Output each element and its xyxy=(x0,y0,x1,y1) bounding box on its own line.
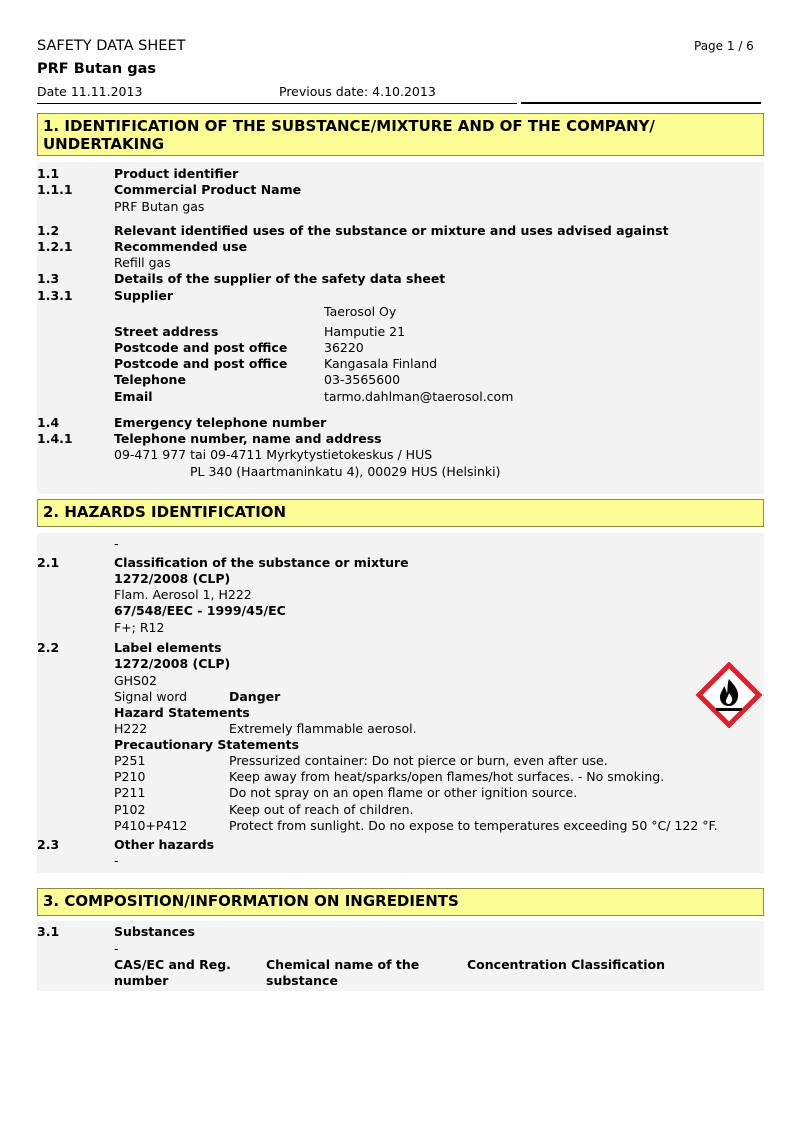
postoffice-value: Kangasala Finland xyxy=(324,356,438,371)
num-1-4: 1.4 xyxy=(37,415,60,430)
precaution-text: Keep out of reach of children. xyxy=(229,802,414,817)
telephone-value: 03-3565600 xyxy=(324,372,401,387)
label-product-identifier: Product identifier xyxy=(114,166,239,181)
label-supplier: Supplier xyxy=(114,288,174,303)
column-cas-header-line2: number xyxy=(114,973,169,988)
eec-value: F+; R12 xyxy=(114,620,165,635)
precaution-code: P410+P412 xyxy=(114,818,188,833)
recommended-use-value: Refill gas xyxy=(114,255,171,270)
label-classification: Classification of the substance or mixture xyxy=(114,555,409,570)
commercial-name-value: PRF Butan gas xyxy=(114,199,205,214)
num-1-4-1: 1.4.1 xyxy=(37,431,73,446)
label-eec: 67/548/EEC - 1999/45/EC xyxy=(114,603,286,618)
num-1-3: 1.3 xyxy=(37,271,60,286)
label-label-elements: Label elements xyxy=(114,640,222,655)
num-1-2-1: 1.2.1 xyxy=(37,239,73,254)
product-title: PRF Butan gas xyxy=(37,61,157,77)
label-postoffice: Postcode and post office xyxy=(114,356,288,371)
label-signal-word: Signal word xyxy=(114,689,188,704)
num-1-3-1: 1.3.1 xyxy=(37,288,73,303)
num-1-1: 1.1 xyxy=(37,166,60,181)
precaution-code: P211 xyxy=(114,785,146,800)
email-value: tarmo.dahlman@taerosol.com xyxy=(324,389,514,404)
precaution-code: P102 xyxy=(114,802,146,817)
page-number: Page 1 / 6 xyxy=(694,39,754,53)
flame-pictogram-icon xyxy=(696,662,762,728)
num-1-1-1: 1.1.1 xyxy=(37,182,73,197)
precaution-text: Pressurized container: Do not pierce or burn, even after use. xyxy=(229,753,608,768)
num-2-2: 2.2 xyxy=(37,640,60,655)
hazard-text: Extremely flammable aerosol. xyxy=(229,721,417,736)
column-concentration-header: Concentration Classification xyxy=(467,957,666,972)
clp-value: Flam. Aerosol 1, H222 xyxy=(114,587,252,602)
header-rule xyxy=(37,103,517,104)
label-emergency-phone: Emergency telephone number xyxy=(114,415,327,430)
column-chemical-name-header: Chemical name of the xyxy=(266,957,420,972)
label-street: Street address xyxy=(114,324,219,339)
document-type: SAFETY DATA SHEET xyxy=(37,38,186,54)
section-2-heading: 2. HAZARDS IDENTIFICATION xyxy=(37,499,764,527)
num-3-1: 3.1 xyxy=(37,924,60,939)
label-identified-uses: Relevant identified uses of the substance or mixture and uses advised against xyxy=(114,223,669,238)
label-substances: Substances xyxy=(114,924,195,939)
supplier-company: Taerosol Oy xyxy=(324,304,397,319)
label-phone-name-address: Telephone number, name and address xyxy=(114,431,382,446)
label-clp: 1272/2008 (CLP) xyxy=(114,571,231,586)
label-email: Email xyxy=(114,389,153,404)
label-hazard-statements: Hazard Statements xyxy=(114,705,250,720)
header-rule-right xyxy=(521,102,761,104)
precaution-text: Keep away from heat/sparks/open flames/hot surfaces. - No smoking. xyxy=(229,769,665,784)
other-hazards-value: - xyxy=(114,853,119,868)
substances-dash: - xyxy=(114,941,119,956)
precaution-text: Protect from sunlight. Do no expose to temperatures exceeding 50 °C/ 122 °F. xyxy=(229,818,718,833)
label-clp-2: 1272/2008 (CLP) xyxy=(114,656,231,671)
signal-word-value: Danger xyxy=(229,689,281,704)
label-postcode: Postcode and post office xyxy=(114,340,288,355)
date: Date 11.11.2013 xyxy=(37,84,143,99)
emergency-line-2: PL 340 (Haartmaninkatu 4), 00029 HUS (Helsinki) xyxy=(190,464,501,479)
ghs-code: GHS02 xyxy=(114,673,157,688)
hazard-code: H222 xyxy=(114,721,148,736)
column-cas-header: CAS/EC and Reg. xyxy=(114,957,231,972)
section-2-dash: - xyxy=(114,536,119,551)
section-3-heading: 3. COMPOSITION/INFORMATION ON INGREDIENTS xyxy=(37,888,764,916)
precaution-code: P251 xyxy=(114,753,146,768)
precaution-text: Do not spray on an open flame or other ignition source. xyxy=(229,785,578,800)
street-value: Hamputie 21 xyxy=(324,324,406,339)
label-precautionary-statements: Precautionary Statements xyxy=(114,737,300,752)
emergency-line-1: 09-471 977 tai 09-4711 Myrkytystietokeskus / HUS xyxy=(114,447,433,462)
precaution-code: P210 xyxy=(114,769,146,784)
label-supplier-details: Details of the supplier of the safety data sheet xyxy=(114,271,446,286)
label-commercial-name: Commercial Product Name xyxy=(114,182,302,197)
label-telephone: Telephone xyxy=(114,372,186,387)
label-recommended-use: Recommended use xyxy=(114,239,248,254)
column-chemical-name-header-line2: substance xyxy=(266,973,338,988)
postcode-value: 36220 xyxy=(324,340,364,355)
num-2-1: 2.1 xyxy=(37,555,60,570)
num-1-2: 1.2 xyxy=(37,223,60,238)
num-2-3: 2.3 xyxy=(37,837,60,852)
label-other-hazards: Other hazards xyxy=(114,837,215,852)
section-1-heading: 1. IDENTIFICATION OF THE SUBSTANCE/MIXTURE AND OF THE COMPANY/ UNDERTAKING xyxy=(37,113,764,156)
previous-date: Previous date: 4.10.2013 xyxy=(279,84,436,99)
